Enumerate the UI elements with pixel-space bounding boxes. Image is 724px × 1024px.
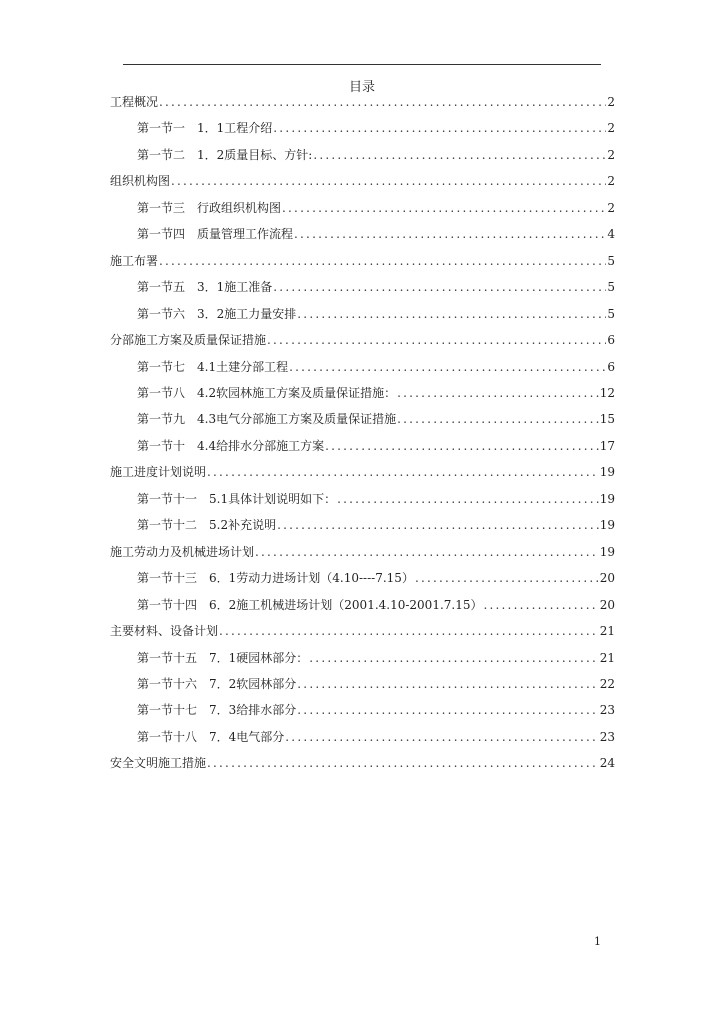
toc-entry-section: 第一节九 [137, 412, 186, 427]
toc-entry-page: 21 [599, 624, 615, 639]
toc-entry-page: 2 [607, 174, 615, 189]
toc-entry-page: 20 [599, 597, 615, 612]
toc-entry-section: 第一节六 [137, 306, 186, 321]
dot-leader [255, 544, 599, 560]
toc-entry-section: 第一节十五 [137, 650, 198, 665]
toc-entry-title: 质量管理工作流程 [197, 227, 294, 242]
toc-entry-section: 第一节十 [137, 438, 186, 453]
toc-entry[interactable] [110, 729, 615, 755]
toc-entry[interactable] [110, 332, 615, 358]
toc-entry[interactable] [110, 517, 615, 543]
dot-leader [397, 411, 599, 427]
toc-entry-title: 施工劳动力及机械进场计划 [110, 544, 255, 559]
toc-entry-section: 第一节十八 [137, 729, 198, 744]
dot-leader [325, 438, 599, 454]
toc-entry[interactable] [110, 279, 615, 305]
dot-leader [277, 517, 599, 533]
toc-entry-section: 第一节十三 [137, 571, 198, 586]
toc-entry-section: 第一节八 [137, 385, 186, 400]
toc-entry-title: 4.1土建分部工程 [197, 359, 289, 374]
toc-entry[interactable] [110, 623, 615, 649]
dot-leader [282, 200, 606, 216]
toc-entry-page: 5 [607, 253, 615, 268]
toc-entry[interactable] [110, 306, 615, 332]
toc-entry-page: 6 [607, 359, 615, 374]
toc-entry-title: 3．2施工力量安排 [197, 306, 297, 321]
toc-entry-title: 6．1劳动力进场计划（4.10----7.15） [209, 571, 414, 586]
dot-leader [294, 226, 606, 242]
toc-entry-title: 组织机构图 [110, 174, 171, 189]
dot-leader [309, 650, 598, 666]
toc-entry-page: 23 [599, 729, 615, 744]
toc-entry[interactable] [110, 676, 615, 702]
toc-entry-title: 7．4电气部分 [209, 729, 285, 744]
toc-entry-page: 5 [607, 280, 615, 295]
toc-entry-title: 3．1施工准备 [197, 280, 273, 295]
dot-leader [297, 306, 606, 322]
toc-entry-page: 22 [599, 676, 615, 691]
toc-entry-title: 施工进度计划说明 [110, 465, 207, 480]
dot-leader [207, 755, 599, 771]
toc-entry-section: 第一节十二 [137, 518, 198, 533]
toc-entry-page: 2 [607, 147, 615, 162]
toc-entry[interactable] [110, 411, 615, 437]
dot-leader [267, 332, 606, 348]
dot-leader [273, 279, 606, 295]
toc-entry[interactable] [110, 200, 615, 226]
dot-leader [171, 173, 606, 189]
toc-entry-title: 行政组织机构图 [197, 200, 282, 215]
dot-leader [397, 385, 599, 401]
toc-entry-title: 1．1工程介绍 [197, 121, 273, 136]
toc-entry-title: 分部施工方案及质量保证措施 [110, 333, 267, 348]
page-number: 1 [594, 935, 601, 948]
dot-leader [337, 491, 599, 507]
toc-entry-page: 19 [599, 544, 615, 559]
toc-entry[interactable] [110, 755, 615, 781]
toc-entry-title: 7．2软园林部分 [209, 676, 297, 691]
toc-entry-title: 施工布署 [110, 253, 159, 268]
toc-entry-section: 第一节十七 [137, 703, 198, 718]
toc-entry-page: 20 [599, 571, 615, 586]
toc-entry[interactable] [110, 385, 615, 411]
toc-entry-title: 4.4给排水分部施工方案 [197, 438, 325, 453]
toc-entry-section: 第一节五 [137, 280, 186, 295]
toc-entry-section: 第一节十六 [137, 676, 198, 691]
toc-entry[interactable] [110, 702, 615, 728]
toc-entry[interactable] [110, 94, 615, 120]
toc-entry[interactable] [110, 650, 615, 676]
toc-entry-page: 17 [599, 438, 615, 453]
dot-leader [415, 570, 599, 586]
toc-entry[interactable] [110, 359, 615, 385]
toc-entry-title: 4.3电气分部施工方案及质量保证措施 [197, 412, 397, 427]
table-of-contents [110, 94, 615, 782]
dot-leader [159, 94, 606, 110]
toc-entry-title: 5.1具体计划说明如下： [209, 491, 337, 506]
dot-leader [484, 597, 599, 613]
toc-entry[interactable] [110, 597, 615, 623]
header-rule [123, 64, 601, 65]
dot-leader [313, 147, 606, 163]
toc-entry-page: 2 [607, 121, 615, 136]
dot-leader [219, 623, 599, 639]
toc-entry[interactable] [110, 226, 615, 252]
toc-entry-title: 5.2补充说明 [209, 518, 277, 533]
dot-leader [159, 253, 606, 269]
dot-leader [207, 464, 599, 480]
toc-entry-title: 安全文明施工措施 [110, 756, 207, 771]
toc-entry-title: 7．3给排水部分 [209, 703, 297, 718]
toc-entry-page: 19 [599, 518, 615, 533]
toc-entry[interactable] [110, 173, 615, 199]
toc-entry-title: 6．2施工机械进场计划（2001.4.10-2001.7.15） [209, 597, 483, 612]
dot-leader [297, 676, 598, 692]
toc-entry-title: 1．2质量目标、方针: [197, 147, 313, 162]
toc-entry-title: 主要材料、设备计划 [110, 624, 219, 639]
toc-entry[interactable] [110, 147, 615, 173]
toc-entry-page: 19 [599, 491, 615, 506]
toc-entry-section: 第一节十四 [137, 597, 198, 612]
toc-entry-page: 5 [607, 306, 615, 321]
toc-entry-page: 21 [599, 650, 615, 665]
toc-entry-section: 第一节二 [137, 147, 186, 162]
toc-entry-title: 4.2软园林施工方案及质量保证措施： [197, 385, 397, 400]
toc-entry-page: 12 [599, 385, 615, 400]
toc-entry-title: 7．1硬园林部分： [209, 650, 309, 665]
toc-entry-section: 第一节七 [137, 359, 186, 374]
toc-entry[interactable] [110, 253, 615, 279]
toc-entry-section: 第一节三 [137, 200, 186, 215]
toc-entry-page: 23 [599, 703, 615, 718]
toc-heading: 目录 [348, 80, 375, 95]
toc-entry-title: 工程概况 [110, 95, 159, 109]
toc-entry-section: 第一节一 [137, 121, 186, 136]
toc-entry-page: 19 [599, 465, 615, 480]
toc-entry-page: 4 [607, 227, 615, 242]
toc-entry-page: 2 [607, 200, 615, 215]
toc-entry[interactable] [110, 120, 615, 146]
toc-entry-section: 第一节十一 [137, 491, 198, 506]
toc-entry-page: 15 [599, 412, 615, 427]
dot-leader [297, 702, 598, 718]
toc-entry-page: 6 [607, 333, 615, 348]
toc-entry[interactable] [110, 491, 615, 517]
dot-leader [273, 120, 606, 136]
toc-entry-section: 第一节四 [137, 227, 186, 242]
dot-leader [285, 729, 598, 745]
toc-entry-page: 24 [599, 756, 615, 771]
dot-leader [289, 359, 606, 375]
toc-entry[interactable] [110, 464, 615, 490]
toc-entry[interactable] [110, 438, 615, 464]
toc-entry-page: 2 [607, 95, 615, 109]
toc-entry[interactable] [110, 570, 615, 596]
toc-entry[interactable] [110, 544, 615, 570]
